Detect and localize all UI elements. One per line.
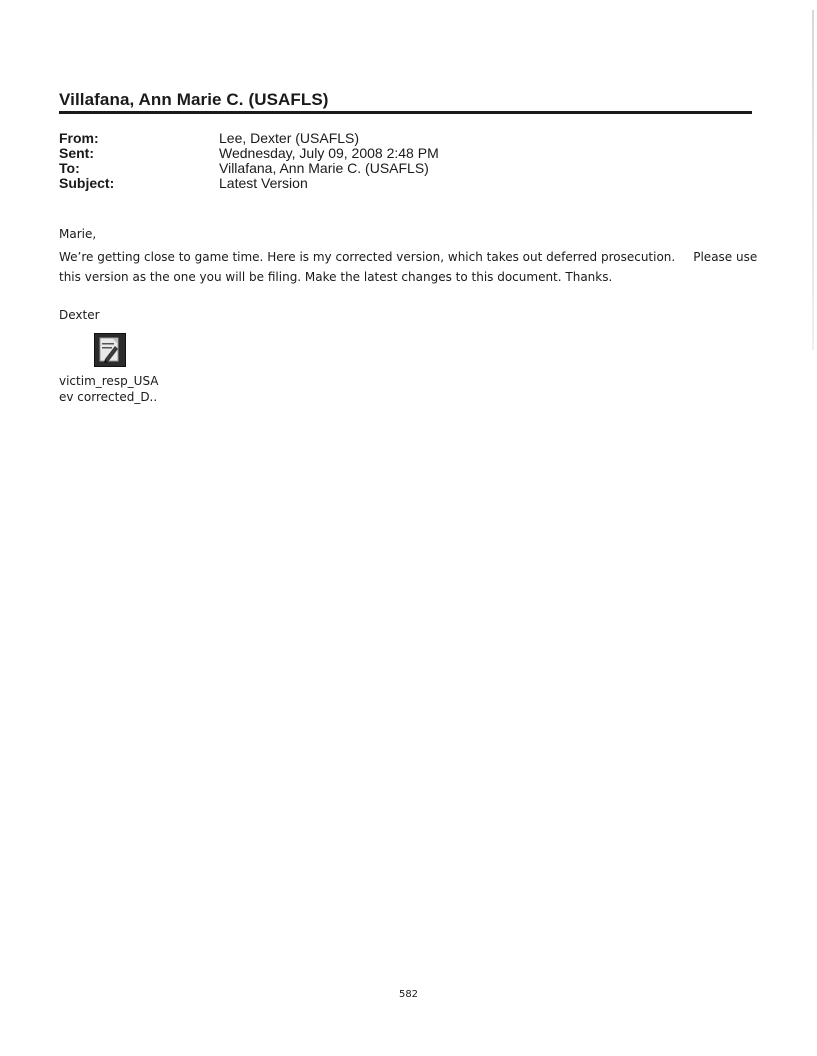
to-row [59,161,439,176]
sent-value: Wednesday, July 09, 2008 2:48 PM [219,145,439,161]
mailbox-owner-title: Villafana, Ann Marie C. (USAFLS) [59,90,329,109]
header-divider [59,111,752,114]
to-value: Villafana, Ann Marie C. (USAFLS) [219,160,429,176]
sent-label: Sent: [59,145,94,161]
message-greeting: Marie, [59,227,97,241]
from-label: From: [59,130,99,146]
message-line-1 [59,247,757,267]
message-signature: Dexter [59,308,100,322]
from-row [59,131,439,146]
message-line-2: this version as the one you will be filing. Make the latest changes to this document. Thanks. [59,270,613,284]
from-value: Lee, Dexter (USAFLS) [219,130,360,146]
email-header-fields [59,131,439,191]
sent-row [59,146,439,161]
subject-row [59,176,439,191]
to-label: To: [59,160,80,176]
attachment-filename[interactable] [59,373,159,405]
subject-value: Latest Version [219,175,308,191]
attachment-filename-line-2: ev corrected_D.. [59,390,158,404]
message-line-1-text: We’re getting close to game time. Here is my corrected version, which takes out deferred prosecution. [59,250,676,264]
document-attachment-icon[interactable] [94,333,126,367]
message-paragraph [59,247,757,287]
message-line-1-tail: Please use [693,250,758,264]
scan-edge-line [812,10,814,350]
subject-label: Subject: [59,175,115,191]
page-number: 582 [398,989,419,1000]
attachment-filename-line-1: victim_resp_USA [59,374,159,388]
